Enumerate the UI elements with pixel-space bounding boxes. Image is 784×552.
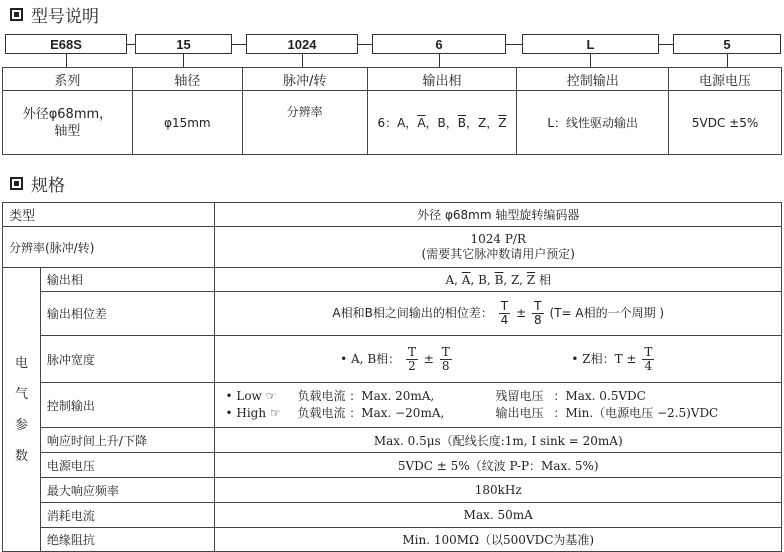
code-box-pulse: 1024 bbox=[246, 34, 358, 54]
spec-label-max-freq: 最大响应频率 bbox=[40, 478, 215, 503]
fraction: $\frac{T}{8}$ bbox=[441, 344, 450, 373]
code-connector bbox=[659, 44, 673, 45]
spec-row-resolution bbox=[3, 227, 782, 268]
header-output: 输出相 bbox=[367, 68, 517, 91]
spec-value-response: Max. 0.5μs（配线长度:1m, I sink = 20mA) bbox=[215, 428, 782, 453]
header-series: 系列 bbox=[3, 68, 133, 91]
code-tick bbox=[727, 54, 728, 67]
header-pulse: 脉冲/转 bbox=[242, 68, 367, 91]
model-table-header bbox=[3, 68, 782, 91]
fraction: $\frac{T}{8}$ bbox=[534, 299, 542, 327]
spec-value-power: 5VDC ± 5%（纹波 P-P：Max. 5%) bbox=[215, 453, 782, 478]
header-shaft: 轴径 bbox=[132, 68, 242, 91]
code-connector bbox=[127, 44, 135, 45]
section-title-model: 型号说明 bbox=[10, 2, 99, 27]
code-box-output: 6 bbox=[372, 34, 506, 54]
spec-label-type: 类型 bbox=[3, 203, 215, 227]
spec-label-current: 消耗电流 bbox=[40, 503, 215, 528]
square-bullet-icon bbox=[10, 177, 23, 190]
code-box-shaft: 15 bbox=[135, 34, 232, 54]
code-tick bbox=[302, 54, 303, 67]
model-table-row bbox=[3, 91, 782, 155]
code-tick bbox=[590, 54, 591, 67]
spec-label-insulation: 绝缘阻抗 bbox=[40, 528, 215, 552]
fraction: $\frac{T}{4}$ bbox=[644, 344, 653, 373]
header-control: 控制输出 bbox=[517, 68, 669, 91]
spec-row-current bbox=[3, 503, 782, 528]
code-box-series: E68S bbox=[5, 34, 127, 54]
cell-output: 6：A，$\overline{A}$，B，$\overline{B}$，Z，$\overline{Z}$ bbox=[367, 91, 517, 155]
spec-row-type bbox=[3, 203, 782, 227]
spec-label-pulse-width: 脉冲宽度 bbox=[40, 336, 215, 383]
spec-row-response bbox=[3, 428, 782, 453]
code-connector bbox=[232, 44, 246, 45]
spec-value-control-output: • Low ☞ 负载电流 ：Max. 20mA, 残留电压 ：Max. 0.5VDC • High ☞ 负载电流 ：Max. −20mA, 输出电压 ：Min.（电源电压 −2.5)VDC bbox=[215, 383, 782, 428]
spec-row-pulse-width bbox=[3, 336, 782, 383]
code-tick bbox=[183, 54, 184, 67]
code-tick bbox=[439, 54, 440, 67]
spec-row-insulation bbox=[3, 528, 782, 552]
code-connector bbox=[358, 44, 372, 45]
spec-row-power bbox=[3, 453, 782, 478]
cell-series: 外径φ68mm， 轴型 bbox=[3, 91, 133, 155]
spec-value-output-phase: A, $\overline{A}$, B, $\overline{B}$, Z, $\overline{Z}$ 相 bbox=[215, 268, 782, 292]
spec-value-pulse-width: • A, B相： $\frac{T}{2}$ ± $\frac{T}{8}$ • Z相：T ± $\frac{T}{4}$ bbox=[215, 336, 782, 383]
spec-value-type: 外径 φ68mm 轴型旋转编码器 bbox=[215, 203, 782, 227]
spec-value-current: Max. 50mA bbox=[215, 503, 782, 528]
code-tick bbox=[66, 54, 67, 67]
spec-label-resolution: 分辨率(脉冲/转) bbox=[3, 227, 215, 268]
model-table bbox=[2, 67, 782, 155]
spec-label-response: 响应时间上升/下降 bbox=[40, 428, 215, 453]
spec-group-electrical: 电 气 参 数 bbox=[3, 268, 41, 552]
square-bullet-icon bbox=[10, 8, 23, 21]
spec-label-power: 电源电压 bbox=[40, 453, 215, 478]
spec-label-phase-diff: 输出相位差 bbox=[40, 292, 215, 336]
code-box-power: 5 bbox=[673, 34, 781, 54]
spec-value-max-freq: 180kHz bbox=[215, 478, 782, 503]
cell-pulse: 分辨率 bbox=[242, 91, 367, 155]
fraction: $\frac{T}{4}$ bbox=[500, 299, 509, 327]
spec-label-control-output: 控制输出 bbox=[40, 383, 215, 428]
cell-shaft: φ15mm bbox=[132, 91, 242, 155]
spec-row-phase-diff bbox=[3, 292, 782, 336]
header-power: 电源电压 bbox=[669, 68, 782, 91]
spec-row-output-phase bbox=[3, 268, 782, 292]
spec-value-insulation: Min. 100MΩ（以500VDC为基准) bbox=[215, 528, 782, 552]
code-connector bbox=[506, 44, 522, 45]
spec-label-output-phase: 输出相 bbox=[40, 268, 215, 292]
spec-value-resolution: 1024 P/R (需要其它脉冲数请用户预定) bbox=[215, 227, 782, 268]
spec-row-control-output bbox=[3, 383, 782, 428]
spec-value-phase-diff: A相和B相之间输出的相位差： $\frac{T}{4}$ ± $\frac{T}{8}$ (T= A相的一个周期 ) bbox=[215, 292, 782, 336]
section-title-spec: 规格 bbox=[10, 171, 65, 196]
spec-row-max-freq bbox=[3, 478, 782, 503]
fraction: $\frac{T}{2}$ bbox=[407, 344, 416, 373]
cell-control: L：线性驱动输出 bbox=[517, 91, 669, 155]
spec-table bbox=[2, 202, 782, 552]
code-box-control: L bbox=[522, 34, 659, 54]
cell-power: 5VDC ±5% bbox=[669, 91, 782, 155]
